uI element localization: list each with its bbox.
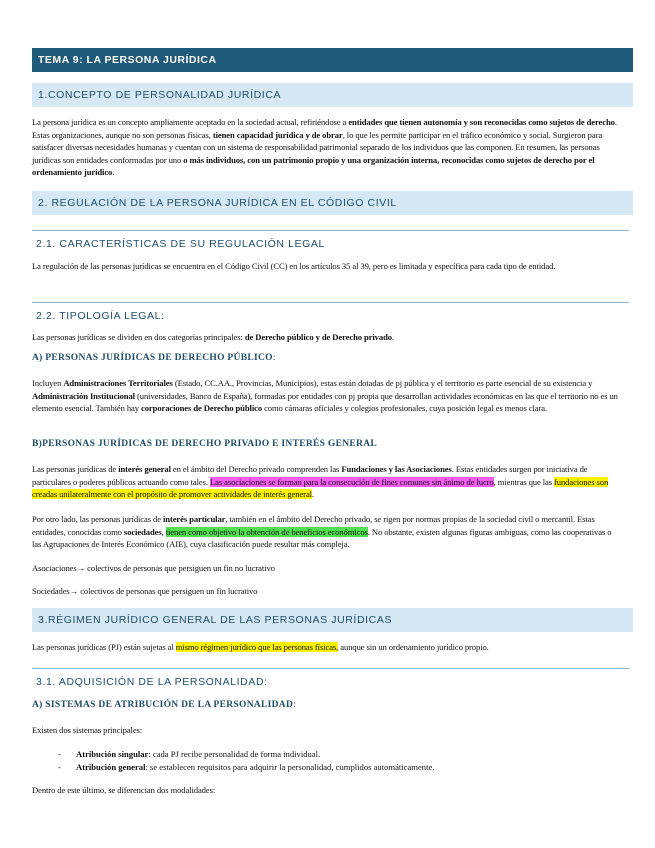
list-item: - Atribución general: se establecen requisitos para adquirir la personalidad, cumplidos automáticamente.: [58, 761, 647, 774]
section-2-2-paragraph: Las personas jurídicas se dividen en dos categorías principales: de Derecho público y de Derecho privado.: [32, 332, 395, 342]
private-law-paragraph: Las personas jurídicas de interés general en el ámbito del Derecho privado comprenden las Fundaciones y las Asociaciones. Estas entidades surgen por iniciativa de particulares o poderes públicos actuando como tales. Las asociaciones se forman para la consecución de fines comunes sin ánimo de lucro, mientras que las fundaciones son creadas unilateralmente con el propósito de promover actividades de interés general.: [32, 464, 609, 499]
section-2-2-heading: 2.2. TIPOLOGÍA LEGAL:: [32, 302, 629, 325]
section-1-heading: 1.CONCEPTO DE PERSONALIDAD JURÍDICA: [32, 83, 633, 107]
subheading-private-law: B)PERSONAS JURÍDICAS DE DERECHO PRIVADO E INTERÉS GENERAL: [32, 439, 377, 449]
section-2-1-paragraph: La regulación de las personas jurídicas se encuentra en el Código Civil (CC) en los artículos 35 al 39, pero es limitada y específica para cada tipo de entidad.: [32, 261, 556, 271]
section-2-1-heading: 2.1. CARACTERÍSTICAS DE SU REGULACIÓN LEGAL: [32, 230, 629, 253]
attribution-closing: Dentro de este último, se diferencian dos modalidades:: [32, 785, 216, 795]
public-law-paragraph: Incluyen Administraciones Territoriales (Estado, CC.AA., Provincias, Municipios), estas están dotadas de pj pública y el territorio es parte esencial de su existencia y Administración Institucional (universidades, Banco de España), formadas por entidades con pj propia que desarrollan actividades económicas en las que el territorio no es un elemento esencial. También hay corporaciones de Derecho público como cámaras oficiales y colegios profesionales, cuya posición legal es menos clara.: [32, 378, 618, 413]
attribution-intro: Existen dos sistemas principales:: [32, 725, 143, 735]
particular-interest-paragraph: Por otro lado, las personas jurídicas de interés particular, también en el ámbito del Derecho privado, se rigen por normas propias de la sociedad civil o mercantil. Estas entidades, conocidas como sociedades, tienen como objetivo la obtención de beneficios económicos. No obstante, existen algunas figuras ambiguas, como las cooperativas o las Agrupaciones de Interés Económico (AIE), cuya clasificación puede resultar más compleja.: [32, 514, 612, 549]
section-2-heading: 2. REGULACIÓN DE LA PERSONA JURÍDICA EN EL CÓDIGO CIVIL: [32, 191, 633, 215]
associations-line: Asociaciones→ colectivos de personas que persiguen un fin no lucrativo: [32, 563, 275, 573]
section-3-1-heading: 3.1. ADQUISICIÓN DE LA PERSONALIDAD:: [32, 668, 629, 691]
document-title: TEMA 9: LA PERSONA JURÍDICA: [32, 48, 633, 72]
section-3-heading: 3.RÉGIMEN JURÍDICO GENERAL DE LAS PERSONAS JURÍDICAS: [32, 608, 633, 632]
subheading-public-law: A) PERSONAS JURÍDICAS DE DERECHO PÚBLICO:: [32, 353, 276, 363]
attribution-list: [32, 748, 647, 773]
section-3-paragraph: Las personas jurídicas (PJ) están sujetas al mismo régimen jurídico que las personas físicas, aunque sin un ordenamiento jurídico propio.: [32, 642, 489, 652]
societies-line: Sociedades→ colectivos de personas que persiguen un fin lucrativo: [32, 586, 258, 596]
list-item: - Atribución singular: cada PJ recibe personalidad de forma individual.: [58, 748, 647, 761]
subheading-attribution-systems: A) SISTEMAS DE ATRIBUCIÓN DE LA PERSONALIDAD:: [32, 700, 297, 710]
section-1-paragraph: La persona jurídica es un concepto ampliamente aceptado en la sociedad actual, refiriéndose a entidades que tienen autonomía y son reconocidas como sujetos de derecho. Estas organizaciones, aunque no son personas físicas, tienen capacidad jurídica y de obrar, lo que les permite participar en el tráfico económico y social. Surgieron para satisfacer diversas necesidades humanas y cuentan con un sistema de responsabilidad patrimonial separado de los individuos que las componen. En resumen, las personas jurídicas son entidades conformadas por uno o más individuos, con un patrimonio propio y una organización interna, reconocidas como sujetos de derecho por el ordenamiento jurídico.: [32, 117, 617, 177]
